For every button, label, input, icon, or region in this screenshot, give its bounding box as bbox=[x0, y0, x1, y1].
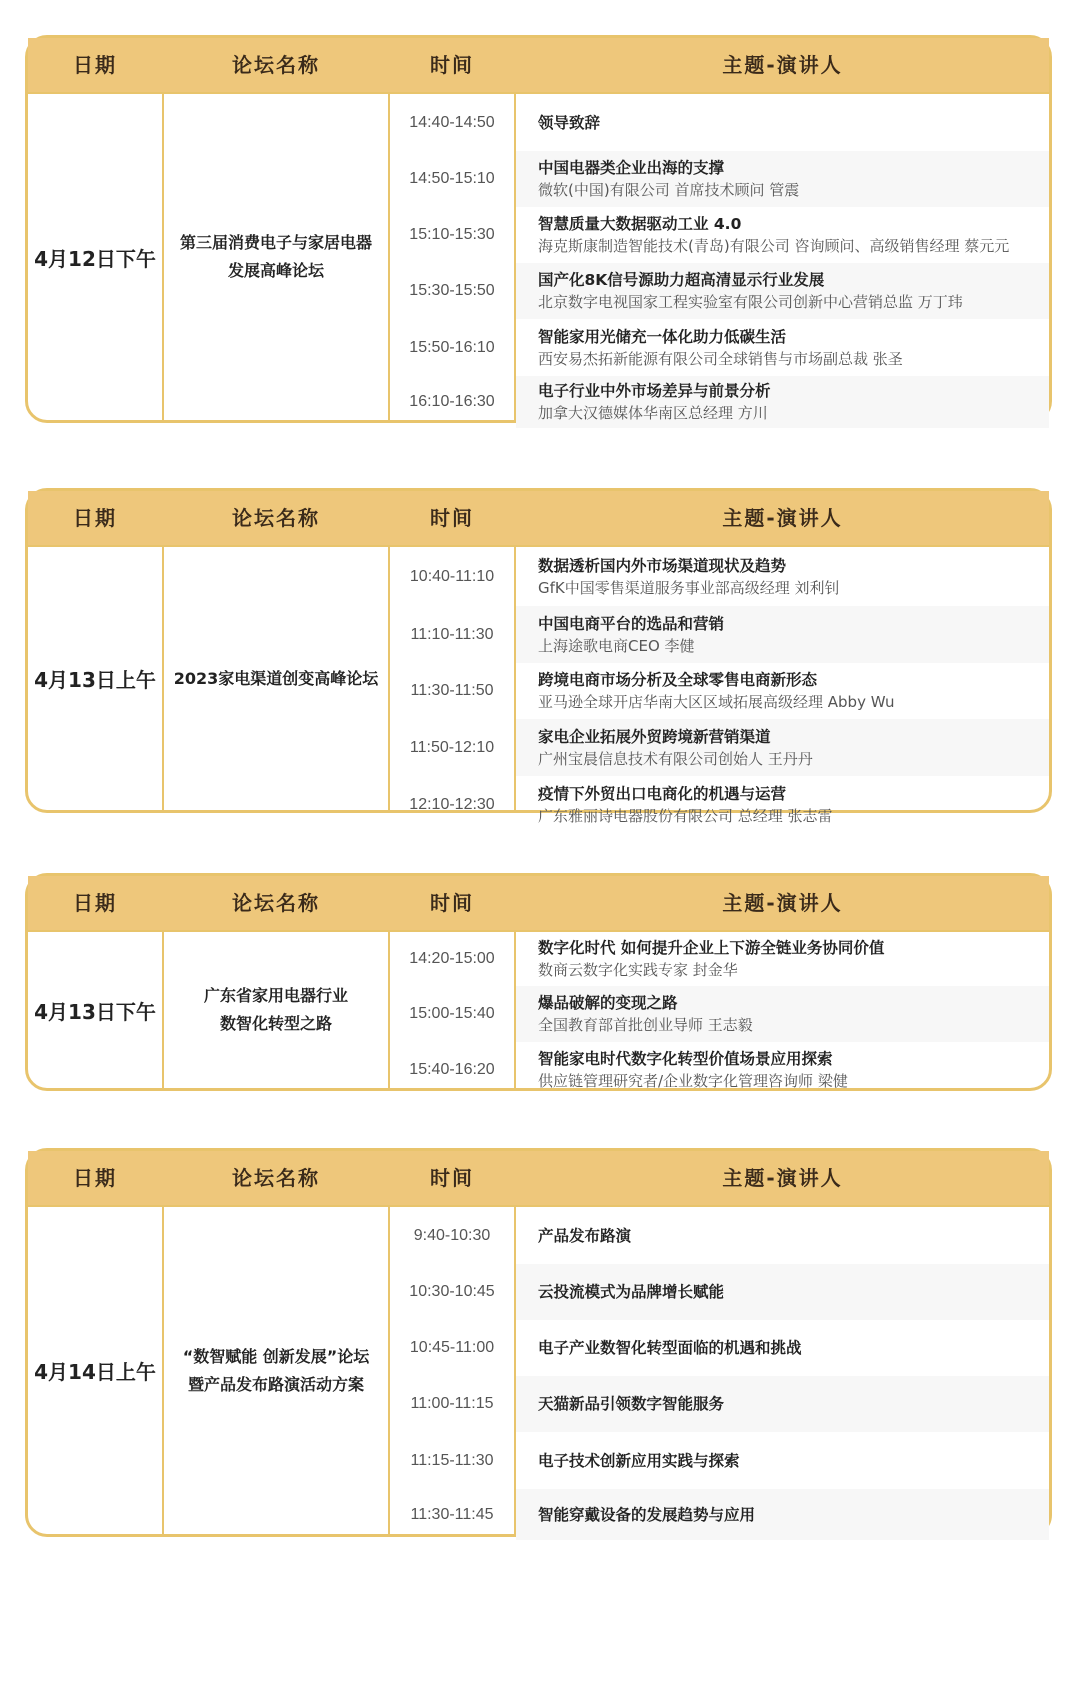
session-title: 智能穿戴设备的发展趋势与应用 bbox=[538, 1505, 756, 1524]
session-row bbox=[390, 547, 1049, 606]
session-topic bbox=[516, 606, 1049, 663]
session-row bbox=[390, 1264, 1049, 1320]
header-date: 日期 bbox=[73, 1166, 117, 1190]
session-time: 12:10-12:30 bbox=[409, 795, 495, 813]
session-title: 爆品破解的变现之路 bbox=[538, 994, 678, 1012]
session-time: 11:15-11:30 bbox=[410, 1451, 494, 1469]
session-row bbox=[390, 986, 1049, 1042]
session-title: 数字化时代 如何提升企业上下游全链业务协同价值 bbox=[538, 939, 885, 957]
session-title: 中国电商平台的选品和营销 bbox=[538, 614, 725, 633]
session-time: 9:40-10:30 bbox=[413, 1226, 491, 1244]
session-row bbox=[390, 1207, 1049, 1264]
header-topic: 主题-演讲人 bbox=[722, 1166, 843, 1190]
session-speaker: 微软(中国)有限公司 首席技术顾问 管震 bbox=[538, 181, 800, 199]
table-header bbox=[28, 1151, 1049, 1207]
session-topic bbox=[516, 547, 1049, 606]
forum-name-line: 2023家电渠道创变高峰论坛 bbox=[173, 668, 379, 688]
header-topic: 主题-演讲人 bbox=[722, 506, 843, 530]
forum-name-line: 数智化转型之路 bbox=[219, 1014, 332, 1033]
session-topic bbox=[516, 263, 1049, 319]
session-time: 11:10-11:30 bbox=[410, 625, 494, 643]
session-speaker: 北京数字电视国家工程实验室有限公司创新中心营销总监 万丁玮 bbox=[538, 293, 963, 311]
session-time: 14:50-15:10 bbox=[409, 170, 495, 187]
schedule-table bbox=[25, 488, 1052, 825]
session-speaker: GfK中国零售渠道服务事业部高级经理 刘利钊 bbox=[538, 578, 840, 597]
header-forum: 论坛名称 bbox=[232, 891, 320, 915]
session-time: 14:40-14:50 bbox=[409, 113, 495, 131]
session-row bbox=[390, 1320, 1049, 1376]
session-topic bbox=[516, 1042, 1049, 1098]
session-time: 15:10-15:30 bbox=[409, 226, 495, 243]
session-title: 家电企业拓展外贸跨境新营销渠道 bbox=[538, 727, 771, 746]
session-topic bbox=[516, 94, 1049, 151]
header-date: 日期 bbox=[73, 891, 117, 915]
session-row bbox=[390, 263, 1049, 319]
date-cell: 4月14日上午 bbox=[34, 1360, 156, 1384]
session-time: 15:50-16:10 bbox=[409, 338, 495, 356]
session-time: 11:30-11:50 bbox=[410, 682, 494, 699]
session-topic bbox=[516, 663, 1049, 719]
session-speaker: 上海途歌电商CEO 李健 bbox=[538, 636, 695, 655]
header-topic: 主题-演讲人 bbox=[722, 891, 843, 915]
forum-name-cell bbox=[164, 1207, 388, 1534]
forum-name-line: 第三届消费电子与家居电器 bbox=[179, 233, 372, 252]
session-row bbox=[390, 319, 1049, 376]
session-title: 智能家用光储充一体化助力低碳生活 bbox=[538, 327, 787, 346]
session-time: 15:00-15:40 bbox=[409, 1005, 495, 1022]
session-title: 跨境电商市场分析及全球零售电商新形态 bbox=[538, 671, 818, 689]
forum-name-line: 广东省家用电器行业 bbox=[203, 986, 348, 1005]
session-title: 电子技术创新应用实践与探索 bbox=[538, 1451, 740, 1470]
session-speaker: 加拿大汉德媒体华南区总经理 方川 bbox=[538, 404, 768, 422]
schedule-table bbox=[25, 35, 1052, 423]
session-time: 14:20-15:00 bbox=[409, 950, 495, 967]
session-speaker: 广东雅丽诗电器股份有限公司 总经理 张志雷 bbox=[538, 806, 833, 825]
session-title: 电子行业中外市场差异与前景分析 bbox=[538, 382, 771, 400]
session-title: 疫情下外贸出口电商化的机遇与运营 bbox=[538, 784, 787, 803]
session-topic bbox=[516, 376, 1049, 428]
table-body bbox=[28, 932, 1049, 1088]
session-speaker: 西安易杰拓新能源有限公司全球销售与市场副总裁 张圣 bbox=[538, 349, 903, 368]
header-time: 时间 bbox=[430, 506, 474, 530]
session-topic bbox=[516, 1489, 1049, 1540]
session-speaker: 数商云数字化实践专家 封金华 bbox=[538, 961, 738, 979]
session-title: 中国电器类企业出海的支撑 bbox=[538, 159, 725, 177]
session-row bbox=[390, 606, 1049, 663]
table-header bbox=[28, 38, 1049, 94]
header-date: 日期 bbox=[73, 53, 117, 77]
session-title: 电子产业数智化转型面临的机遇和挑战 bbox=[538, 1339, 802, 1357]
session-topic bbox=[516, 1207, 1049, 1264]
session-time: 11:50-12:10 bbox=[409, 738, 495, 756]
session-row bbox=[390, 376, 1049, 428]
date-cell: 4月13日下午 bbox=[34, 999, 156, 1024]
session-speaker: 海克斯康制造智能技术(青岛)有限公司 咨询顾问、高级销售经理 蔡元元 bbox=[538, 237, 1010, 255]
date-cell: 4月13日上午 bbox=[34, 668, 156, 692]
session-speaker: 亚马逊全球开店华南大区区域拓展高级经理 Abby Wu bbox=[538, 693, 895, 711]
header-forum: 论坛名称 bbox=[232, 53, 320, 77]
header-date: 日期 bbox=[73, 506, 117, 530]
session-topic bbox=[516, 1264, 1049, 1320]
session-speaker: 全国教育部首批创业导师 王志毅 bbox=[538, 1016, 753, 1034]
session-row bbox=[390, 932, 1049, 986]
session-time: 11:00-11:15 bbox=[410, 1395, 494, 1412]
session-topic bbox=[516, 207, 1049, 263]
session-topic bbox=[516, 719, 1049, 776]
session-time: 10:40-11:10 bbox=[409, 567, 495, 585]
forum-name-cell bbox=[164, 94, 388, 420]
session-title: 智慧质量大数据驱动工业 4.0 bbox=[538, 215, 742, 233]
session-topic bbox=[516, 986, 1049, 1042]
session-row bbox=[390, 719, 1049, 776]
session-row bbox=[390, 207, 1049, 263]
session-title: 智能家电时代数字化转型价值场景应用探索 bbox=[538, 1050, 833, 1068]
table-body bbox=[28, 94, 1049, 420]
session-topic bbox=[516, 1376, 1049, 1432]
session-row bbox=[390, 663, 1049, 719]
session-topic bbox=[516, 319, 1049, 376]
table-body bbox=[28, 1207, 1049, 1534]
schedule-table bbox=[25, 873, 1052, 1091]
session-title: 云投流模式为品牌增长赋能 bbox=[538, 1283, 725, 1301]
session-title: 天猫新品引领数字智能服务 bbox=[538, 1395, 725, 1413]
forum-name-cell bbox=[164, 547, 388, 810]
header-forum: 论坛名称 bbox=[232, 506, 320, 530]
session-time: 15:40-16:20 bbox=[409, 1061, 495, 1078]
forum-name-line: “数智赋能 创新发展”论坛 bbox=[182, 1346, 370, 1366]
session-title: 产品发布路演 bbox=[538, 1226, 632, 1245]
forum-name-line: 暨产品发布路演活动方案 bbox=[187, 1374, 364, 1394]
session-time: 10:30-10:45 bbox=[409, 1283, 495, 1300]
table-header bbox=[28, 876, 1049, 932]
session-row bbox=[390, 1489, 1049, 1540]
session-row bbox=[390, 94, 1049, 151]
session-row bbox=[390, 1376, 1049, 1432]
table-body bbox=[28, 547, 1049, 825]
session-topic bbox=[516, 776, 1049, 833]
session-title: 数据透析国内外市场渠道现状及趋势 bbox=[538, 556, 787, 575]
session-time: 15:30-15:50 bbox=[409, 282, 495, 299]
header-time: 时间 bbox=[430, 891, 474, 915]
date-cell: 4月12日下午 bbox=[34, 246, 156, 271]
session-topic bbox=[516, 1320, 1049, 1376]
table-header bbox=[28, 491, 1049, 547]
session-time: 10:45-11:00 bbox=[409, 1339, 495, 1356]
session-speaker: 供应链管理研究者/企业数字化管理咨询师 梁健 bbox=[538, 1072, 848, 1090]
session-time: 16:10-16:30 bbox=[409, 393, 495, 410]
session-row bbox=[390, 776, 1049, 833]
session-title: 领导致辞 bbox=[538, 113, 601, 132]
session-row bbox=[390, 151, 1049, 207]
session-topic bbox=[516, 151, 1049, 207]
forum-name-line: 发展高峰论坛 bbox=[227, 261, 324, 280]
schedule-table bbox=[25, 1148, 1052, 1537]
session-time: 11:30-11:45 bbox=[410, 1505, 494, 1523]
header-topic: 主题-演讲人 bbox=[722, 53, 843, 77]
session-row bbox=[390, 1042, 1049, 1098]
header-time: 时间 bbox=[430, 1166, 474, 1190]
session-topic bbox=[516, 932, 1049, 986]
session-topic bbox=[516, 1432, 1049, 1489]
session-speaker: 广州宝晨信息技术有限公司创始人 王丹丹 bbox=[538, 749, 813, 768]
header-time: 时间 bbox=[430, 53, 474, 77]
session-title: 国产化8K信号源助力超高清显示行业发展 bbox=[538, 271, 825, 289]
forum-name-cell bbox=[164, 932, 388, 1088]
session-row bbox=[390, 1432, 1049, 1489]
header-forum: 论坛名称 bbox=[232, 1166, 320, 1190]
